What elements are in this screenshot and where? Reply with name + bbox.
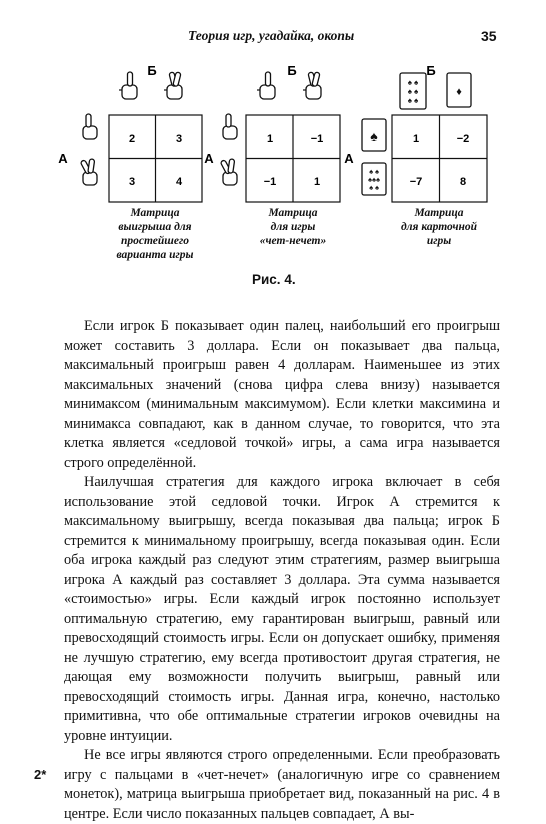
svg-text:♠♠♠: ♠♠♠ [368, 175, 380, 184]
one-finger-hand-icon [83, 114, 97, 139]
matrix-cell: 3 [128, 176, 136, 188]
one-finger-hand-icon [257, 72, 275, 99]
matrix-card-game [344, 63, 487, 202]
svg-text:♠ ♠: ♠ ♠ [407, 96, 419, 105]
matrix-cell: 2 [128, 133, 136, 145]
svg-text:♠ ♠: ♠ ♠ [369, 183, 379, 192]
one-finger-hand-icon [223, 114, 237, 139]
matrix-cell: 4 [175, 176, 183, 188]
matrix-cell: 8 [459, 176, 467, 188]
two-finger-hand-icon [220, 159, 237, 185]
svg-text:♠ ♠: ♠ ♠ [369, 167, 379, 176]
matrix-cell: −1 [263, 176, 277, 188]
player-a-label: А [58, 151, 68, 166]
matrix-odd-even-game [204, 63, 340, 202]
matrix-cell: −7 [409, 176, 423, 188]
svg-text:♠ ♠: ♠ ♠ [407, 78, 419, 87]
svg-text:♦: ♦ [456, 86, 462, 98]
one-spade-card-icon [362, 119, 386, 151]
player-b-label: Б [147, 63, 157, 78]
matrix-cell: 1 [266, 133, 274, 145]
payoff-matrices-figure [0, 55, 546, 305]
two-finger-hand-icon [80, 159, 97, 185]
figure-4 [0, 55, 546, 305]
body-text [64, 317, 500, 824]
one-finger-hand-icon [119, 72, 137, 99]
matrix-cell: −2 [456, 133, 470, 145]
paragraph: Не все игры являются строго определенными. Если преобразовать игру с пальцами в «чет-нечет» (аналогичную игре со сравнением монеток), матрица выигрыша приобретает вид, показанный на рис. 4 в центре. Если число показанных пальцев совпадает, А вы- [64, 747, 500, 822]
player-a-label: А [204, 151, 214, 166]
matrix-cell: 1 [412, 133, 420, 145]
one-diamond-card-icon [447, 73, 471, 107]
signature-mark: 2* [34, 767, 47, 782]
seven-of-spades-card-icon [362, 163, 386, 195]
matrix-cell: 3 [175, 133, 183, 145]
player-a-label: А [344, 151, 354, 166]
eight-of-spades-card-icon [400, 73, 426, 109]
matrix-caption: Матрица для карточной игры [400, 207, 478, 247]
matrix-caption: Матрица для игры «чет-нечет» [259, 207, 327, 247]
matrix-simple-game [58, 63, 202, 202]
paragraph: Если игрок Б показывает один палец, наибольший его проигрыш может составить 3 доллара. Если он показывает два пальца, максимальный проигрыш равен 4 долларам. Наименьшее из этих максимальных значений (снова цифра слева внизу) называется минимаксом (минимальным максимумом). Если клетки максимина и минимакса совпадают, как в данном случае, то говорится, что эта клетка является «седловой точкой» игры, а сама игра называется строго определённой. [64, 318, 500, 471]
matrix-cell: 1 [313, 176, 321, 188]
page-number: 35 [481, 28, 497, 44]
svg-text:♠: ♠ [370, 130, 378, 145]
figure-label: Рис. 4. [252, 272, 296, 287]
svg-text:♠ ♠: ♠ ♠ [407, 87, 419, 96]
player-b-label: Б [287, 63, 297, 78]
player-b-label: Б [426, 63, 436, 78]
paragraph: Наилучшая стратегия для каждого игрока включает в себя использование этой седловой точки. Игрок А стремится к максимальному выигрышу, всегда показывая два пальца; игрок Б стремится к минимальному проигрышу, всегда показывая один. Если оба игрока каждый раз следуют этим стратегиям, размер выигрыша игрока А каждый раз составляет 3 доллара. Эта сумма называется «стоимостью» игры. Если каждый игрок постоянно использует оптимальную стратегию, ему гарантирован выигрыш, равный или превосходящий стоимость игры. Если он допускает ошибку, применяя не лучшую стратегию, ему всегда противостоит другая стратегия, не дающая ему возможности получить выигрыш, равный или превосходящий стоимость игры. Данная игра, конечно, настолько примитивна, что обе оптимальные стратегии игроков очевидны на уровне интуиции. [64, 474, 500, 744]
matrix-cell: −1 [310, 133, 324, 145]
running-header-title: Теория игр, угадайка, окопы [188, 28, 355, 43]
two-finger-hand-icon [303, 72, 321, 99]
matrix-caption: Матрица выигрыша для простейшего варианта игры [116, 207, 194, 261]
two-finger-hand-icon [164, 72, 182, 99]
